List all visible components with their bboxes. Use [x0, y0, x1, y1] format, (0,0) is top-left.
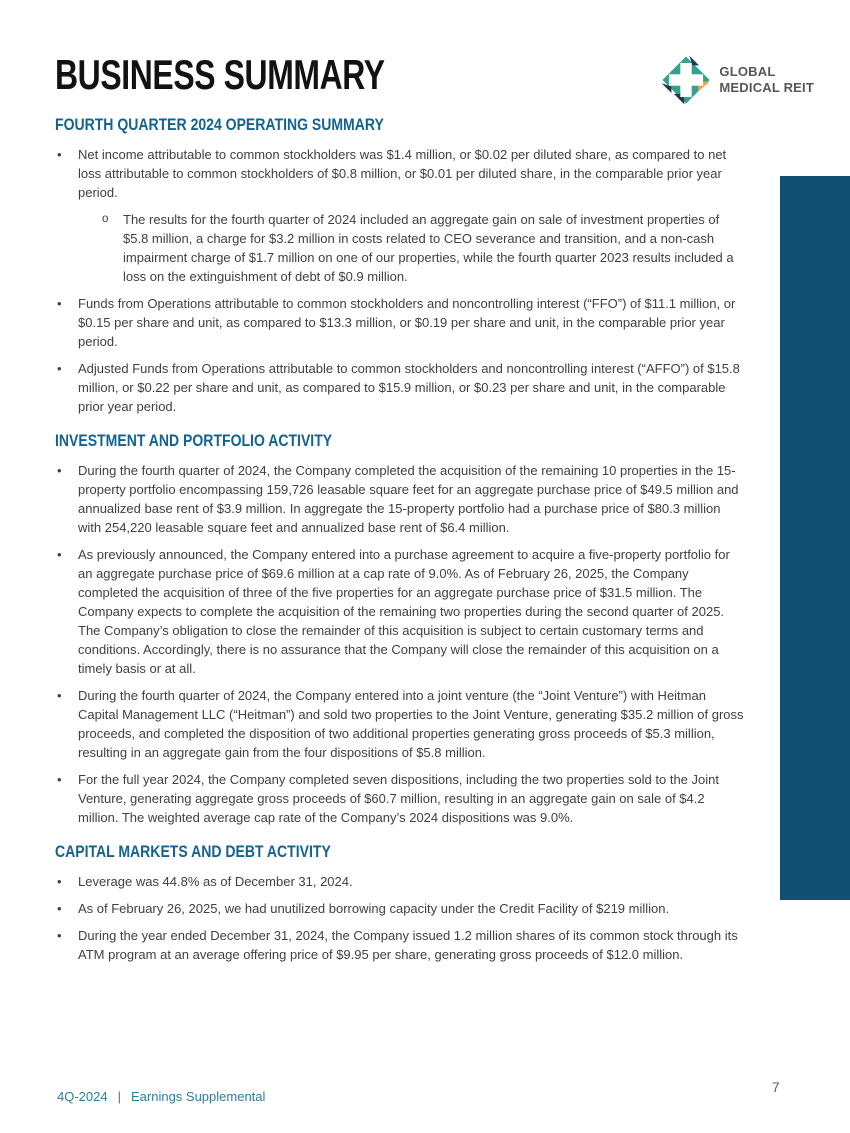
bullet-marker: •	[57, 772, 62, 788]
page-title: BUSINESS SUMMARY	[55, 51, 385, 98]
bullet-marker: •	[57, 463, 62, 479]
bullet-item	[55, 926, 747, 964]
bullet-item	[55, 899, 747, 918]
bullet-marker: •	[57, 547, 62, 563]
bullet-text: Leverage was 44.8% as of December 31, 2024.	[78, 874, 353, 890]
bullet-text: As previously announced, the Company entered into a purchase agreement to acquire a five-property portfolio for an aggregate purchase price of $69.6 million at a cap rate of 9.0%. As of February 26, 2025, the Company completed the acquisition of three of the five properties for an aggregate purchase price of $31.5 million. The Company expects to complete the acquisition of the remaining two properties during the second quarter of 2025. The Company’s obligation to close the remainder of this acquisition is subject to certain customary terms and conditions. Accordingly, there is no assurance that the Company will close the remainder of this acquisition on a timely basis or at all.	[78, 547, 730, 677]
footer-report-name: Earnings Supplemental	[130, 1089, 266, 1104]
bullet-item	[55, 461, 747, 537]
bullet-marker: o	[102, 213, 109, 226]
content-sections	[55, 116, 747, 964]
bullet-item	[55, 359, 747, 416]
bullet-item	[55, 872, 747, 891]
bullet-text: Adjusted Funds from Operations attributable to common stockholders and noncontrolling interest (“AFFO”) of $15.8 million, or $0.22 per share and unit, as compared to $15.9 million, or $0.23 per share and unit, in the comparable prior year period.	[78, 361, 740, 415]
section-heading: INVESTMENT AND PORTFOLIO ACTIVITY	[55, 432, 333, 451]
bullet-marker: •	[57, 688, 62, 704]
bullet-marker: •	[57, 147, 62, 163]
header	[55, 50, 814, 106]
logo-mark-icon	[660, 54, 712, 106]
bullet-marker: •	[57, 901, 62, 917]
section	[55, 432, 747, 827]
bullet-item	[55, 294, 747, 351]
section-heading: FOURTH QUARTER 2024 OPERATING SUMMARY	[55, 116, 384, 134]
bullet-item	[55, 145, 747, 202]
bullet-item	[55, 770, 747, 827]
page-number: 7	[772, 1080, 780, 1095]
bullet-text: During the year ended December 31, 2024, the Company issued 1.2 million shares of its common stock through its ATM program at an average offering price of $9.95 per share, generating gross proceeds of $12.0 million.	[78, 928, 738, 963]
company-logo	[660, 50, 814, 106]
logo-wordmark	[719, 64, 814, 95]
bullet-text: Funds from Operations attributable to common stockholders and noncontrolling interest (“FFO”) of $11.1 million, or $0.15 per share and unit, as compared to $13.3 million, or $0.19 per share and unit, in the comparable prior year period.	[78, 296, 736, 350]
section	[55, 116, 747, 416]
bullet-text: As of February 26, 2025, we had unutilized borrowing capacity under the Credit Facility of $219 million.	[78, 901, 670, 917]
bullet-item	[55, 545, 747, 678]
bullet-marker: •	[57, 296, 62, 312]
bullet-item	[55, 686, 747, 762]
section	[55, 843, 747, 964]
bullet-text: During the fourth quarter of 2024, the Company completed the acquisition of the remaining 10 properties in the 15-property portfolio encompassing 159,726 leasable square feet for an aggregate purchase price of $49.5 million and annualized base rent of $3.9 million. In aggregate the 15-property portfolio had a purchase price of $80.3 million with 254,220 leasable square feet and annualized base rent of $6.4 million.	[78, 463, 739, 536]
section-heading: CAPITAL MARKETS AND DEBT ACTIVITY	[55, 843, 331, 862]
bullet-text: During the fourth quarter of 2024, the Company entered into a joint venture (the “Joint Venture”) with Heitman Capital Management LLC (“Heitman”) and sold two properties to the Joint Venture, generating $35.2 million of gross proceeds, and completed the disposition of two additional properties generating gross proceeds of $5.3 million, resulting in an aggregate gain from the four dispositions of $5.8 million.	[78, 688, 744, 761]
logo-text-line1: GLOBAL	[719, 64, 776, 80]
logo-text-line2: MEDICAL REIT	[719, 80, 814, 95]
content-column	[55, 50, 814, 972]
bullet-marker: •	[57, 361, 62, 377]
sub-bullet-item	[100, 210, 747, 286]
footer-separator: |	[117, 1089, 121, 1104]
bullet-marker: •	[57, 874, 62, 890]
bullet-marker: •	[57, 928, 62, 944]
right-accent-bar	[780, 176, 850, 900]
bullet-text: For the full year 2024, the Company completed seven dispositions, including the two properties sold to the Joint Venture, generating aggregate gross proceeds of $60.7 million, resulting in an aggregate gain on sale of $4.2 million. The weighted average cap rate of the Company’s 2024 dispositions was 9.0%.	[78, 772, 719, 826]
bullet-text: Net income attributable to common stockholders was $1.4 million, or $0.02 per diluted share, as compared to net loss attributable to common stockholders of $0.8 million, or $0.01 per diluted share, in the comparable prior year period.	[78, 147, 727, 201]
bullet-text: The results for the fourth quarter of 2024 included an aggregate gain on sale of investment properties of $5.8 million, a charge for $3.2 million in costs related to CEO severance and transition, and a non-cash impairment charge of $1.7 million on one of our properties, while the fourth quarter 2023 results included a loss on the extinguishment of debt of $0.9 million.	[123, 212, 734, 285]
footer-report-period: 4Q-2024	[57, 1089, 108, 1104]
footer	[57, 1089, 265, 1104]
